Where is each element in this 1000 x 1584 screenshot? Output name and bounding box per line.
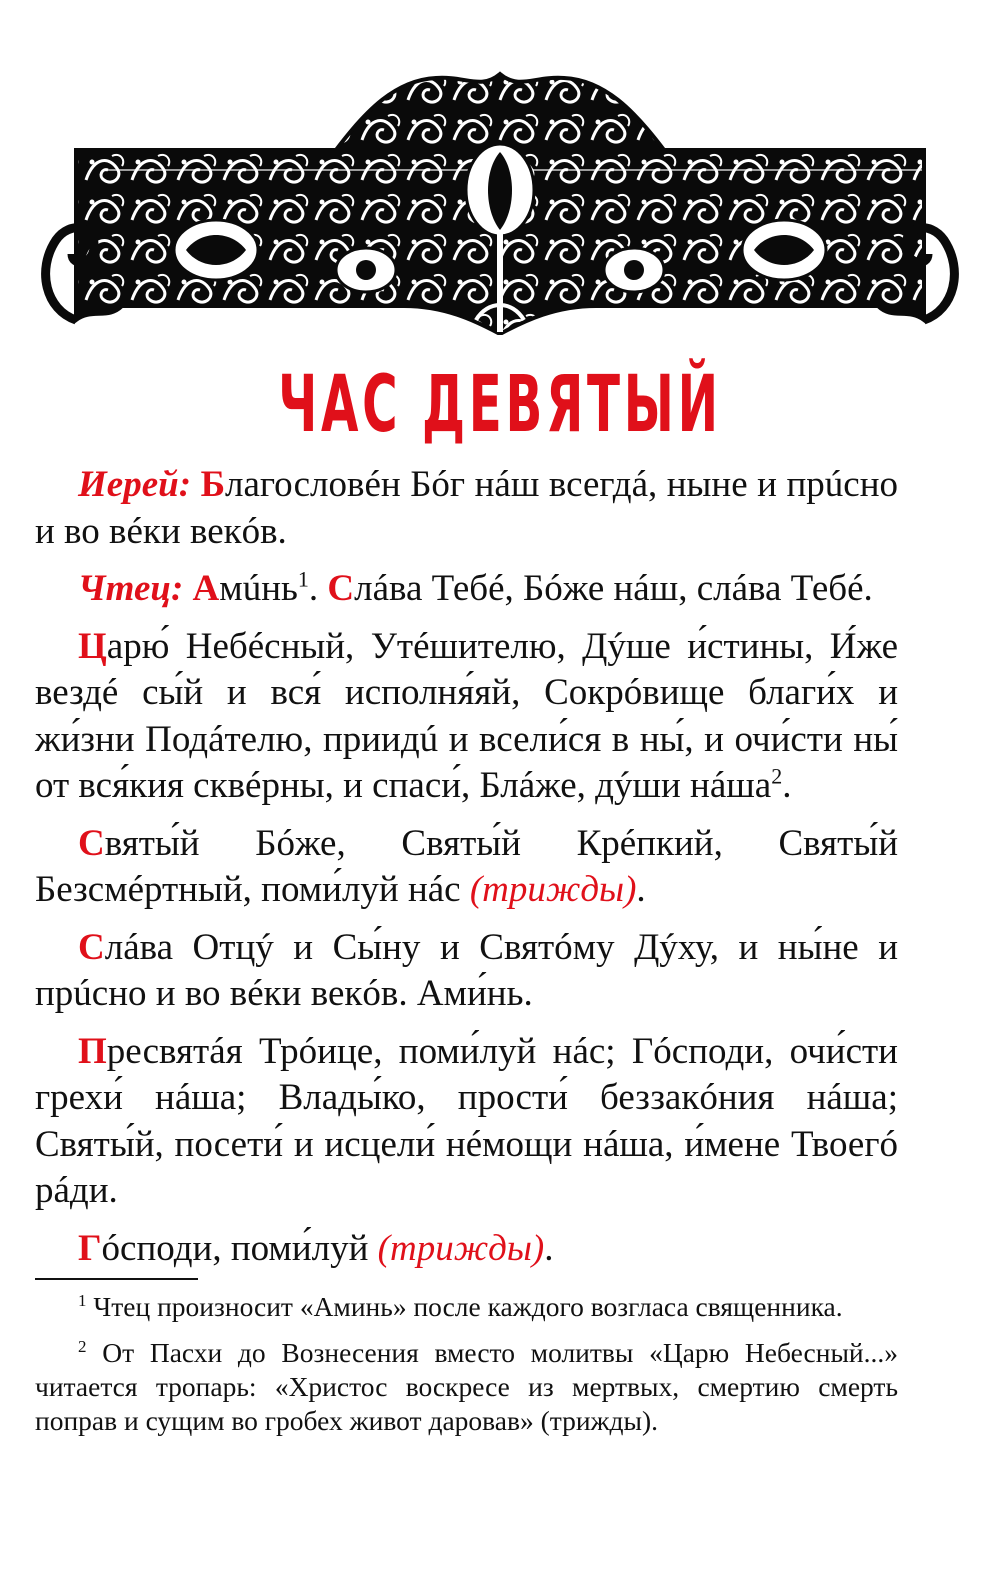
- initial-letter: С: [78, 822, 105, 864]
- paragraph-text: вяты́й Бóже, Святы́й Крéпкий, Святы́й Безсмéртный, поми́луй нáс: [35, 822, 898, 910]
- footnote-2: [35, 1336, 898, 1438]
- paragraph-trisagion: [35, 821, 898, 914]
- rubric-note: (трижды): [377, 1227, 545, 1269]
- initial-letter: С: [78, 926, 105, 968]
- paragraph-reader: [35, 566, 898, 613]
- paragraph-text: лáва Тебé, Бóже нáш, слáва Тебé.: [354, 568, 873, 609]
- paragraph-end: .: [636, 869, 646, 910]
- paragraph-lord-have-mercy: [35, 1226, 898, 1273]
- prayer-text: [35, 462, 898, 1283]
- initial-letter: Б: [200, 464, 226, 505]
- rubric-note: (трижды): [469, 869, 637, 910]
- footnotes: [35, 1290, 898, 1450]
- footnote-ref-1: 1: [297, 566, 309, 592]
- paragraph-heavenly-king: [35, 624, 898, 810]
- paragraph-end: .: [544, 1227, 554, 1269]
- initial-letter: С: [327, 568, 355, 609]
- paragraph-text: лагословéн Бóг нáш всегдá, нынe и прúсно и во вéки векóв.: [35, 464, 899, 552]
- paragraph-text: .: [782, 765, 792, 806]
- paragraph-text: мúнь: [219, 568, 298, 609]
- initial-letter: Ц: [78, 625, 107, 667]
- speaker-priest: Иерей:: [78, 464, 192, 505]
- paragraph-text: .: [308, 568, 328, 609]
- footnote-text: От Пасхи до Вознесения вместо молитвы «Царю Небесный...» читается тропарь: «Христос воскресе из мертвых, смертию смерть поправ и сущим во гробех живот даровав» (трижды).: [35, 1337, 899, 1436]
- footnote-ref-2: 2: [771, 763, 783, 789]
- page-title: ЧАС ДЕВЯТЫЙ: [278, 360, 722, 450]
- floral-ornament-icon: [36, 70, 964, 335]
- paragraph-text: óсподи, поми́луй: [101, 1227, 378, 1269]
- speaker-reader: Чтец:: [78, 568, 184, 609]
- footnote-1: [35, 1290, 898, 1324]
- paragraph-holy-trinity: [35, 1029, 898, 1215]
- paragraph-blessing: [35, 462, 898, 555]
- paragraph-text: арю́ Небéсный, Утéшителю, Дýше и́стины, И́же вездé сы́й и вся́ исполня́яй, Сокрóвище благи́х и жи́зни Подáтелю, приидú и всели́ся в ны́, и очи́сти ны́ от вся́кия сквéрны, и спаси́, Блáже, дýши нáша: [35, 625, 898, 806]
- footnote-text: Чтец произносит «Аминь» после каждого возгласа священника.: [93, 1291, 843, 1322]
- paragraph-text: ресвятáя Трóице, поми́луй нáс; Гóсподи, очи́сти грехи́ нáша; Влады́ко, прости́ беззакóния нáша; Святы́й, посети́ и исцели́ нéмощи нáша, и́мене Твоегó рáди.: [35, 1030, 898, 1211]
- footnote-divider: [35, 1278, 198, 1280]
- initial-letter: А: [192, 568, 220, 609]
- initial-letter: Г: [78, 1227, 102, 1269]
- footnote-mark: 1: [78, 1290, 87, 1310]
- paragraph-glory: [35, 925, 898, 1018]
- footnote-mark: 2: [78, 1336, 87, 1356]
- initial-letter: П: [78, 1030, 107, 1072]
- paragraph-text: лáва Отцý и Сы́ну и Святóму Дýху, и ны́не и прúсно и во вéки векóв. Ами́нь.: [35, 926, 898, 1014]
